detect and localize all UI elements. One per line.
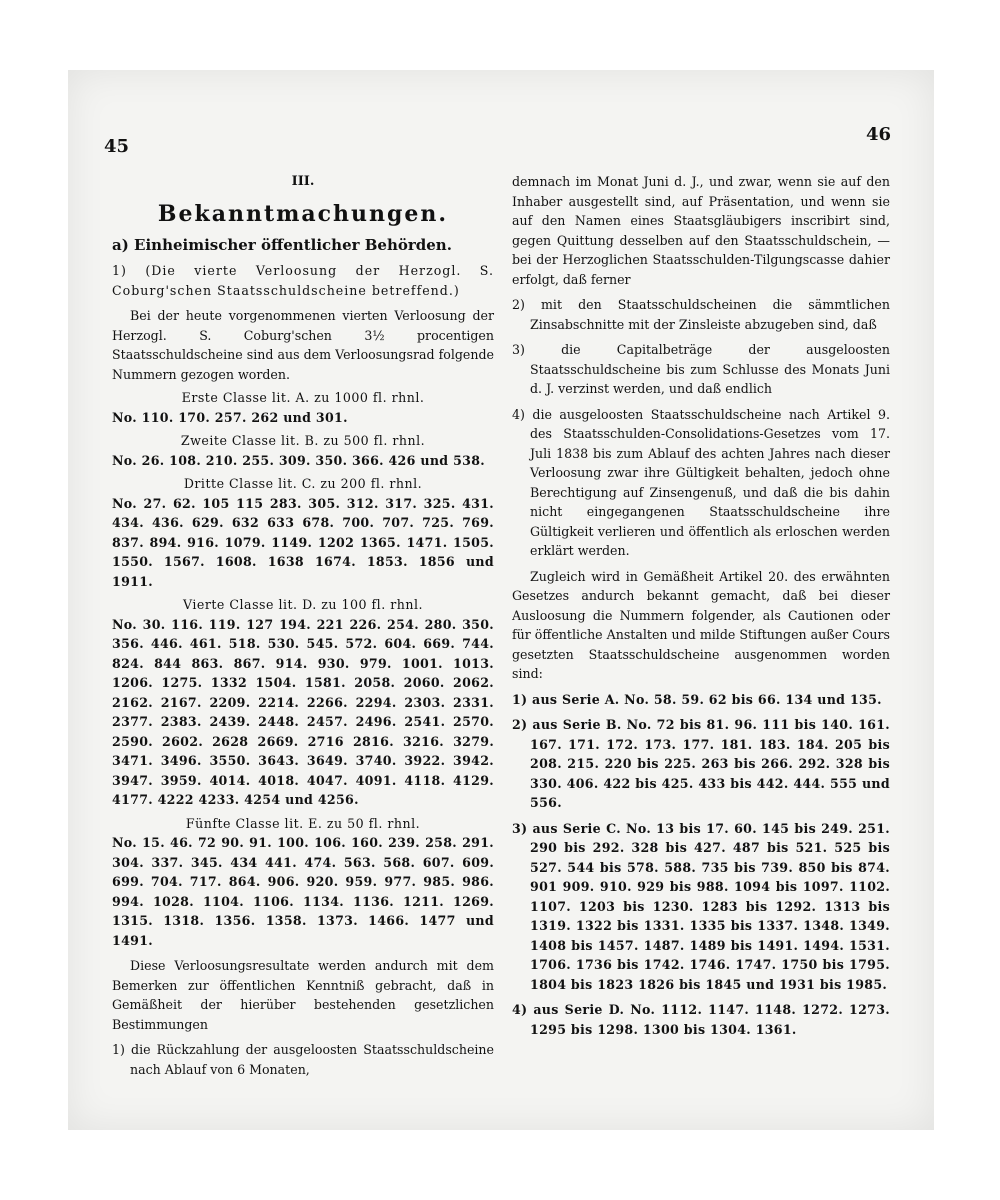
class2-numbers: No. 26. 108. 210. 255. 309. 350. 366. 426 und 538. bbox=[112, 452, 485, 468]
item-heading: 1) (Die vierte Verloosung der Herzogl. S. Coburg'schen Staatsschuldscheine betreffend.) bbox=[112, 263, 494, 298]
point-3: 3) die Capitalbeträge der ausgeloosten Staatsschuldscheine bis zum Schlusse des Monats Juni d. J. verzinst werden, und daß endlich bbox=[512, 342, 890, 396]
closing-paragraph: Diese Verloosungsresultate werden andurch mit dem Bemerken zur öffentlichen Kenntniß gebracht, daß in Gemäßheit der hierüber bestehenden gesetzlichen Bestimmungen bbox=[112, 958, 494, 1032]
page-number-right: 46 bbox=[866, 124, 892, 145]
section-number: III. bbox=[291, 174, 315, 189]
right-column bbox=[512, 172, 890, 1039]
class1-heading: Erste Classe lit. A. zu 1000 fl. rhnl. bbox=[181, 390, 425, 405]
intro-paragraph: Bei der heute vorgenommenen vierten Verloosung der Herzogl. S. Coburg'schen 3½ procentigen Staatsschuldscheine sind aus dem Verloosungsrad folgende Nummern gezogen worden. bbox=[112, 308, 494, 382]
exemption-list-3: 3) aus Serie C. No. 13 bis 17. 60. 145 bis 249. 251. 290 bis 292. 328 bis 427. 487 bis 521. 525 bis 527. 544 bis 578. 588. 735 bis 739. 850 bis 874. 901 909. 910. 929 bis 988. 1094 bis 1097. 1102. 1107. 1203 bis 1230. 1283 bis 1292. 1313 bis 1319. 1322 bis 1331. 1335 bis 1337. 1348. 1349. 1408 bis 1457. 1487. 1489 bis 1491. 1494. 1531. 1706. 1736 bis 1742. 1746. 1747. 1750 bis 1795. 1804 bis 1823 1826 bis 1845 und 1931 bis 1985. bbox=[512, 820, 890, 992]
class4-numbers: No. 30. 116. 119. 127 194. 221 226. 254. 280. 350. 356. 446. 461. 518. 530. 545. 572. 604. 669. 744. 824. 844 863. 867. 914. 930. 979. 1001. 1013. 1206. 1275. 1332 1504. 1581. 2058. 2060. 2062. 2162. 2167. 2209. 2214. 2266. 2294. 2303. 2331. 2377. 2383. 2439. 2448. 2457. 2496. 2541. 2570. 2590. 2602. 2628 2669. 2716 2816. 3216. 3279. 3471. 3496. 3550. 3643. 3649. 3740. 3922. 3942. 3947. 3959. 4014. 4018. 4047. 4091. 4118. 4129. 4177. 4222 4233. 4254 und 4256. bbox=[112, 616, 494, 807]
exemption-list-4: 4) aus Serie D. No. 1112. 1147. 1148. 1272. 1273. 1295 bis 1298. 1300 bis 1304. 1361. bbox=[512, 1002, 890, 1037]
page-number-left: 45 bbox=[104, 136, 130, 157]
class4-heading: Vierte Classe lit. D. zu 100 fl. rhnl. bbox=[183, 597, 423, 612]
left-column bbox=[112, 172, 494, 1079]
point-4: 4) die ausgeloosten Staatsschuldscheine nach Artikel 9. des Staatsschulden-Consolidations-Gesetzes vom 17. Juli 1838 bis zum Ablauf des achten Jahres nach dieser Verloosung zwar ihre Gültigkeit behalten, jedoch ohne Berechtigung auf Zinsengenuß, und daß die bis dahin nicht eingegangenen Staatsschuldscheine ihre Gültigkeit verlieren und öffentlich als erloschen werden erklärt werden. bbox=[512, 406, 890, 558]
section-title: Bekanntmachungen. bbox=[157, 200, 449, 227]
class3-numbers: No. 27. 62. 105 115 283. 305. 312. 317. 325. 431. 434. 436. 629. 632 633 678. 700. 707. 725. 769. 837. 894. 916. 1079. 1149. 1202 1365. 1471. 1505. 1550. 1567. 1608. 1638 1674. 1853. 1856 und 1911. bbox=[112, 495, 494, 589]
point-1: 1) die Rückzahlung der ausgeloosten Staatsschuldscheine nach Ablauf von 6 Monaten, bbox=[112, 1042, 494, 1077]
continuation-paragraph: demnach im Monat Juni d. J., und zwar, wenn sie auf den Inhaber ausgestellt sind, auf Präsentation, und wenn sie auf den Namen eines Staatsgläubigers inscribirt sind, gegen Quittung desselben auf den Staatsschuldschein, — bei der Herzoglichen Staatsschulden-Tilgungscasse dahier erfolgt, daß ferner bbox=[512, 174, 890, 287]
exemption-list-2: 2) aus Serie B. No. 72 bis 81. 96. 111 bis 140. 161. 167. 171. 172. 173. 177. 181. 183. 184. 205 bis 208. 215. 220 bis 225. 263 bis 266. 292. 328 bis 330. 406. 422 bis 425. 433 bis 442. 444. 555 und 556. bbox=[512, 717, 890, 810]
class5-numbers: No. 15. 46. 72 90. 91. 100. 106. 160. 239. 258. 291. 304. 337. 345. 434 441. 474. 563. 568. 607. 609. 699. 704. 717. 864. 906. 920. 959. 977. 985. 986. 994. 1028. 1104. 1106. 1134. 1136. 1211. 1269. 1315. 1318. 1356. 1358. 1373. 1466. 1477 und 1491. bbox=[112, 835, 494, 948]
class5-heading: Fünfte Classe lit. E. zu 50 fl. rhnl. bbox=[185, 815, 421, 831]
point-2: 2) mit den Staatsschuldscheinen die sämmtlichen Zinsabschnitte mit der Zinsleiste abzugeben sind, daß bbox=[512, 297, 890, 332]
class3-heading: Dritte Classe lit. C. zu 200 fl. rhnl. bbox=[183, 476, 423, 491]
class2-heading: Zweite Classe lit. B. zu 500 fl. rhnl. bbox=[180, 433, 426, 448]
exemption-list-1: 1) aus Serie A. No. 58. 59. 62 bis 66. 134 und 135. bbox=[512, 691, 882, 707]
exemption-paragraph: Zugleich wird in Gemäßheit Artikel 20. des erwähnten Gesetzes andurch bekannt gemacht, daß bei dieser Ausloosung die Nummern folgender, als Cautionen oder für öffentliche Anstalten und milde Stiftungen außer Cours gesetzten Staatsschuldscheine ausgenommen worden sind: bbox=[512, 568, 890, 681]
subsection-title: a) Einheimischer öffentlicher Behörden. bbox=[112, 235, 452, 254]
class1-numbers: No. 110. 170. 257. 262 und 301. bbox=[112, 409, 348, 425]
